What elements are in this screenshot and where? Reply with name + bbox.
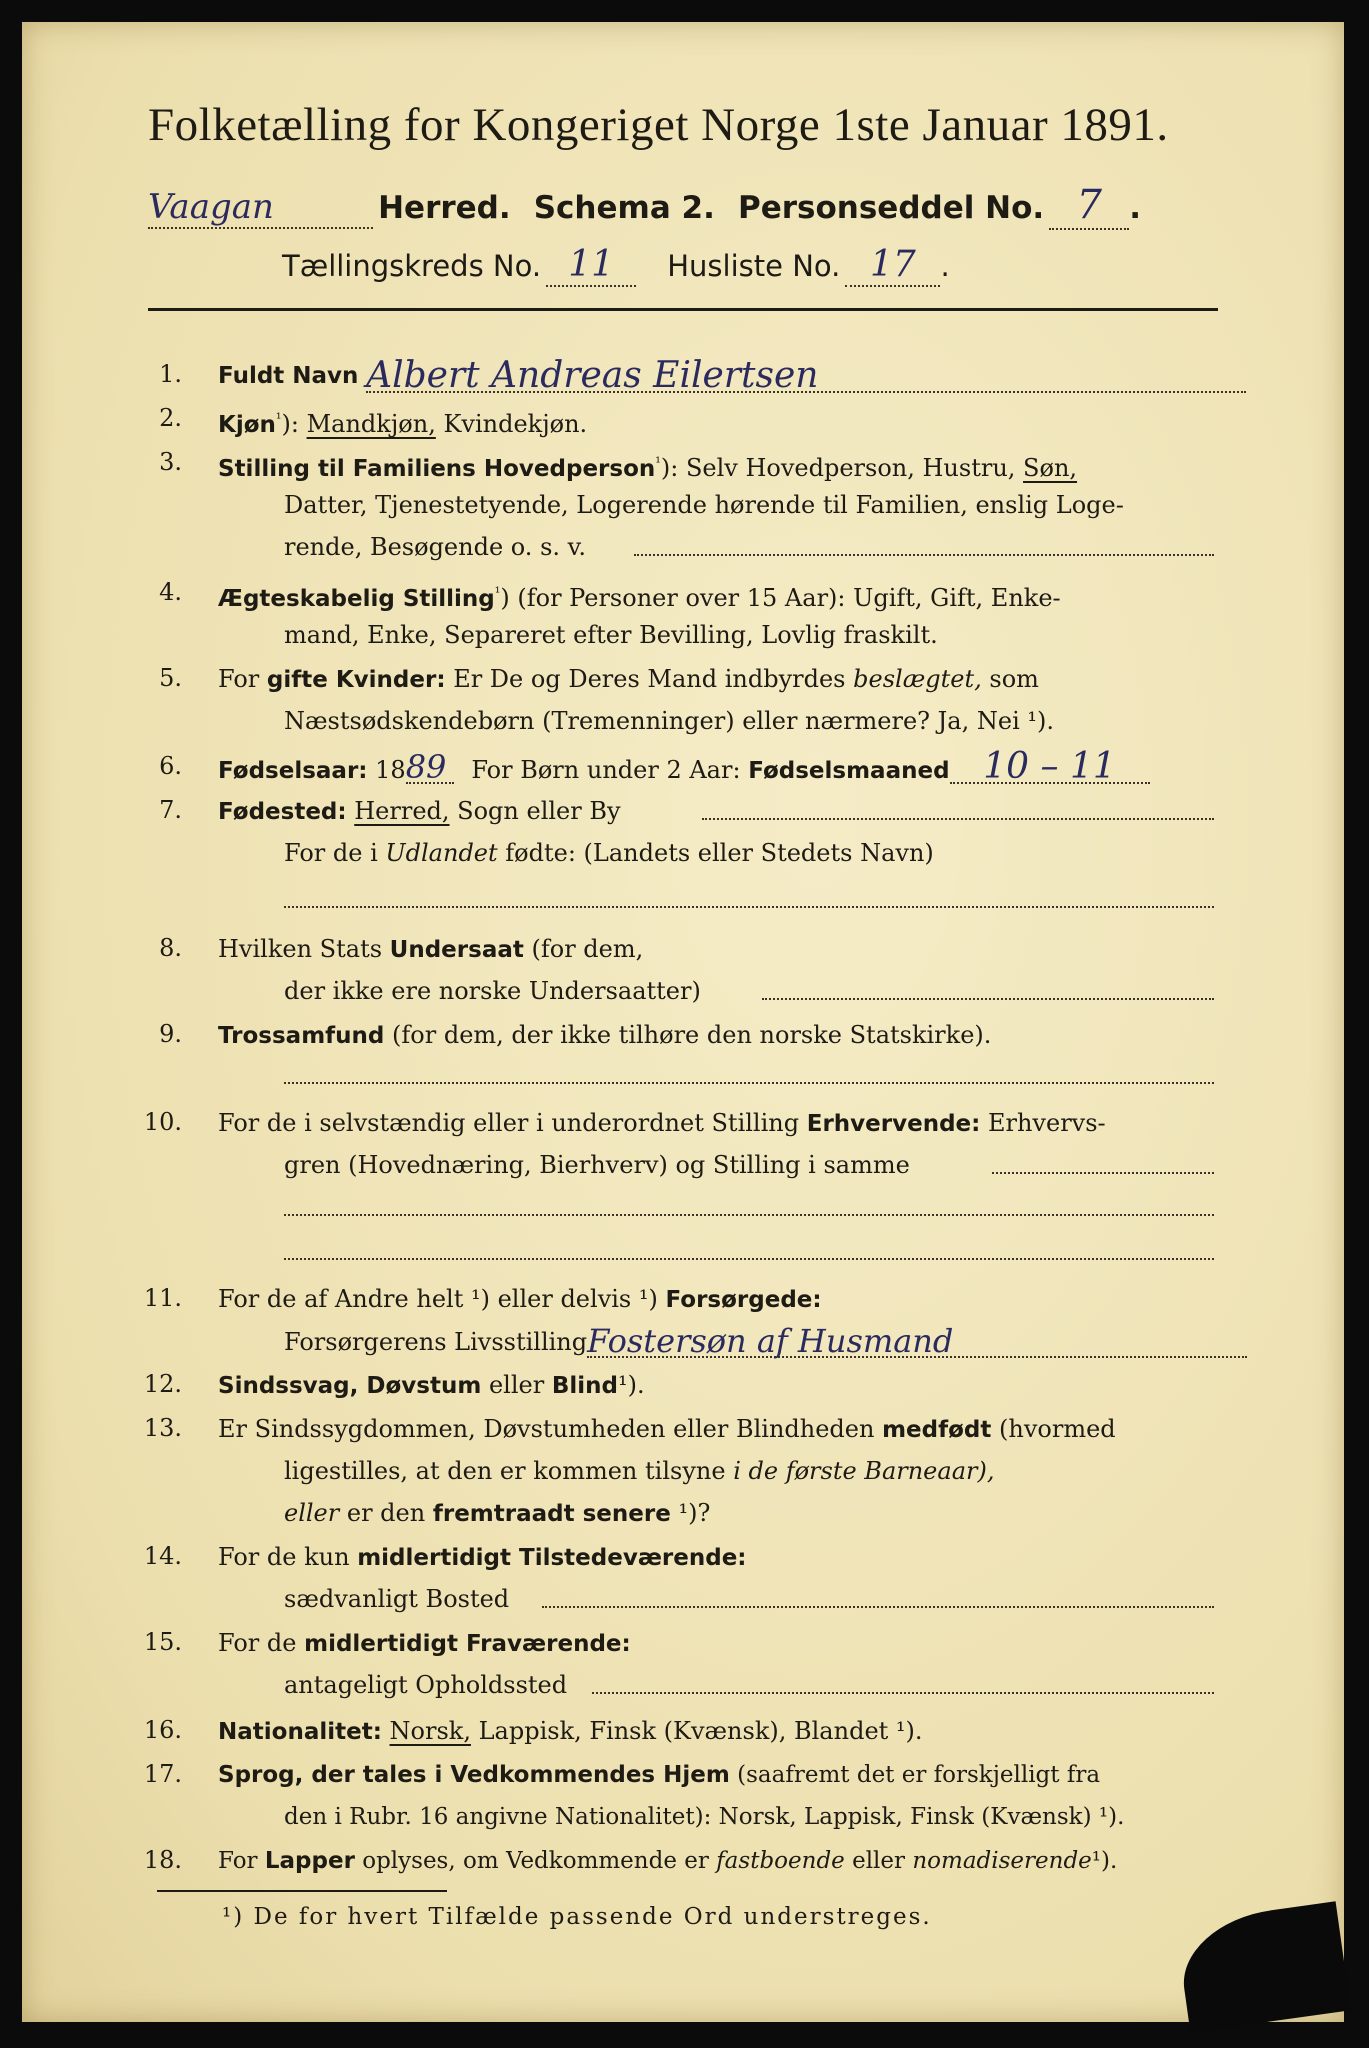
row-label: Lapper	[264, 1848, 355, 1874]
nationality-selected: Norsk,	[389, 1717, 471, 1745]
row-text: Er Sindssygdommen, Døvstumheden eller Blindheden	[218, 1415, 875, 1443]
row-text: (for dem,	[531, 935, 644, 963]
row-number: 10.	[143, 1108, 182, 1136]
schema-label: Schema 2.	[533, 190, 715, 226]
row-text: For de i selvstændig eller i underordnet Stilling	[218, 1109, 800, 1137]
row-text: Er De og Deres Mand indbyrdes	[453, 665, 846, 693]
row-married-women	[218, 664, 1039, 695]
year-prefix: 18	[375, 756, 406, 784]
row-label: Trossamfund	[218, 1023, 385, 1049]
fill-line	[284, 1214, 1214, 1216]
row-text: i de første Barneaar),	[733, 1457, 995, 1485]
row-text: For Børn under 2 Aar:	[471, 756, 741, 784]
row-text: For de	[218, 1629, 297, 1657]
fill-line	[284, 1258, 1214, 1260]
provider-occupation-value: Fostersøn af Husmand	[587, 1326, 1247, 1358]
row-number: 13.	[143, 1414, 182, 1442]
row-number: 16.	[143, 1716, 182, 1744]
fill-line	[992, 1172, 1214, 1174]
row-language	[218, 1760, 1100, 1790]
row-birthplace	[218, 796, 621, 827]
row-label: Fuldt Navn	[218, 363, 359, 389]
row-sami	[218, 1846, 1117, 1876]
row-temp-present	[218, 1542, 747, 1573]
row-text: Datter, Tjenestetyende, Logerende hørende til Familien, enslig Loge-	[284, 491, 1124, 519]
row-text: Forsørgerens Livsstilling	[284, 1328, 588, 1356]
row-text: eller	[852, 1848, 906, 1874]
birth-year-value: 89	[406, 752, 454, 784]
row-label: midlertidigt Fraværende:	[304, 1631, 631, 1657]
row-text: ¹)?	[678, 1499, 711, 1527]
row-congenital	[218, 1414, 1116, 1445]
row-text: For de i	[284, 839, 378, 867]
herred-value: Vaagan	[148, 187, 373, 229]
row-number: 18.	[143, 1846, 182, 1874]
row-temp-absent	[218, 1628, 631, 1659]
row-nationality	[218, 1716, 923, 1747]
row-text: nomadiserende	[912, 1848, 1092, 1874]
row-text: er den	[346, 1499, 426, 1527]
row-text: fødte: (Landets eller Stedets Navn)	[505, 839, 934, 867]
row-text: der ikke ere norske Undersaatter)	[284, 977, 701, 1005]
row-label: Stilling til Familiens Hovedperson	[218, 456, 656, 482]
row-number: 5.	[159, 664, 182, 692]
row-text: eller	[488, 1371, 545, 1399]
row-label: Fødested:	[218, 799, 347, 825]
row-label: midlertidigt Tilstedeværende:	[357, 1545, 747, 1571]
birthplace-selected: Herred,	[354, 797, 450, 825]
row-text: rende, Besøgende o. s. v.	[284, 533, 586, 561]
row-text: sædvanligt Bosted	[284, 1585, 510, 1613]
fill-line	[542, 1606, 1214, 1608]
row-text: For	[218, 665, 260, 693]
husliste-number: 17	[845, 244, 940, 287]
row-number: 15.	[143, 1628, 182, 1656]
row-text: For de af Andre helt ¹) eller delvis ¹)	[218, 1285, 658, 1313]
row-full-name	[218, 355, 1246, 396]
row-text: Lappisk, Finsk (Kvænsk), Blandet ¹).	[478, 1717, 923, 1745]
row-label: fremtraadt senere	[432, 1501, 671, 1527]
fill-line	[762, 998, 1214, 1000]
row-text: For	[218, 1848, 258, 1874]
row-text: ): Selv Hovedperson, Hustru,	[660, 454, 1016, 482]
row-text: ¹).	[617, 1371, 645, 1399]
row-number: 1.	[159, 360, 182, 388]
row-number: 11.	[143, 1284, 182, 1312]
row-text: For de kun	[218, 1543, 350, 1571]
fill-line	[284, 906, 1214, 908]
footnote-rule	[157, 1890, 447, 1892]
row-label: gifte Kvinder:	[266, 667, 446, 693]
row-number: 3.	[159, 448, 182, 476]
row-text: fastboende	[716, 1848, 845, 1874]
row-label: Sindssvag, Døvstum	[218, 1373, 482, 1399]
kreds-line: Tællingskreds No. 11 Husliste No. 17 .	[282, 244, 950, 285]
row-text: den i Rubr. 16 angivne Nationalitet): Norsk, Lappisk, Finsk (Kvænsk) ¹).	[284, 1804, 1125, 1830]
kreds-number: 11	[546, 244, 636, 287]
footnote: ¹) De for hvert Tilfælde passende Ord understreges.	[222, 1904, 932, 1930]
row-disability	[218, 1370, 645, 1401]
personseddel-number: 7	[1049, 182, 1129, 230]
row-label: Fødselsaar:	[218, 758, 368, 784]
fill-line	[702, 818, 1214, 820]
row-number: 2.	[159, 404, 182, 432]
gender-option: Kvindekjøn.	[443, 410, 588, 438]
row-label: Forsørgede:	[665, 1287, 822, 1313]
row-label: Kjøn	[218, 412, 276, 438]
row-text: antageligt Opholdssted	[284, 1671, 568, 1699]
row-text: oplyses, om Vedkommende er	[362, 1848, 709, 1874]
row-number: 17.	[143, 1760, 182, 1788]
row-text: mand, Enke, Separeret efter Bevilling, Lovlig fraskilt.	[284, 621, 938, 649]
row-text: ¹).	[1091, 1848, 1118, 1874]
row-number: 6.	[159, 752, 182, 780]
row-text: Næstsødskendebørn (Tremenninger) eller nærmere? Ja, Nei ¹).	[284, 707, 1054, 735]
row-number: 12.	[143, 1370, 182, 1398]
row-text: (hvormed	[999, 1415, 1116, 1443]
row-text: ligestilles, at den er kommen tilsyne	[284, 1457, 726, 1485]
paper-damage	[1175, 1901, 1351, 2032]
row-text: (saafremt det er forskjelligt fra	[737, 1762, 1101, 1788]
herred-line: Vaagan Herred. Schema 2. Personseddel No. 7 .	[148, 182, 1142, 228]
footnote-mark: ¹	[275, 411, 282, 427]
row-text: beslægtet,	[853, 665, 982, 693]
row-label: Erhvervende:	[806, 1111, 981, 1137]
row-number: 7.	[159, 796, 182, 824]
row-text: Sogn eller By	[457, 797, 621, 825]
row-text: Hvilken Stats	[218, 935, 383, 963]
row-text	[284, 1498, 710, 1529]
fill-line	[634, 554, 1214, 556]
row-number: 4.	[159, 578, 182, 606]
fill-line	[592, 1692, 1214, 1694]
kreds-label: Tællingskreds No.	[282, 249, 542, 283]
row-birth-year	[218, 746, 1150, 787]
position-selected: Søn,	[1023, 454, 1078, 482]
row-marital-status: Ægteskabelig Stilling$^{^1}$) (for Personer over 15 Aar): Ugift, Gift, Enke-	[218, 584, 1061, 612]
row-label: Fødselsmaaned	[748, 758, 950, 784]
row-text: Udlandet	[385, 839, 498, 867]
row-text: (for dem, der ikke tilhøre den norske Statskirke).	[392, 1021, 992, 1049]
row-family-position: Stilling til Familiens Hovedperson$^{^1}$): Selv Hovedperson, Hustru, Søn,	[218, 454, 1078, 482]
row-text: Erhvervs-	[987, 1109, 1106, 1137]
row-label: Undersaat	[389, 937, 524, 963]
row-citizenship	[218, 934, 643, 965]
personseddel-label: Personseddel No.	[737, 190, 1045, 226]
row-supported	[218, 1284, 822, 1315]
row-label: Ægteskabelig Stilling	[218, 586, 495, 612]
fill-line	[284, 1082, 1214, 1084]
gender-selected: Mandkjøn,	[306, 410, 436, 438]
row-label: Nationalitet:	[218, 1719, 382, 1745]
row-text: ) (for Personer over 15 Aar): Ugift, Gift, Enke-	[500, 584, 1061, 612]
row-text: eller	[284, 1499, 340, 1527]
husliste-label: Husliste No.	[667, 249, 841, 283]
row-religion	[218, 1020, 991, 1051]
form-title: Folketælling for Kongeriget Norge 1ste Januar 1891.	[148, 99, 1169, 151]
row-provider	[284, 1322, 1247, 1360]
row-label: Blind	[551, 1373, 618, 1399]
header-rule	[148, 308, 1218, 311]
row-text: som	[989, 665, 1039, 693]
full-name-value: Albert Andreas Eilertsen	[366, 361, 1246, 393]
herred-label: Herred.	[378, 190, 511, 226]
row-number: 14.	[143, 1542, 182, 1570]
row-label: medfødt	[882, 1417, 992, 1443]
row-number: 9.	[159, 1020, 182, 1048]
row-text: gren (Hovednæring, Bierhverv) og Stilling i samme	[284, 1151, 910, 1179]
row-number: 8.	[159, 934, 182, 962]
birth-month-value: 10 – 11	[950, 752, 1150, 784]
row-gender: Kjøn$^{^1}$): Mandkjøn, Kvindekjøn.	[218, 410, 588, 438]
row-text	[284, 1456, 994, 1486]
row-label: Sprog, der tales i Vedkommendes Hjem	[218, 1762, 730, 1788]
census-form	[22, 22, 1344, 2022]
row-foreign-born	[284, 838, 934, 868]
row-occupation	[218, 1108, 1106, 1139]
